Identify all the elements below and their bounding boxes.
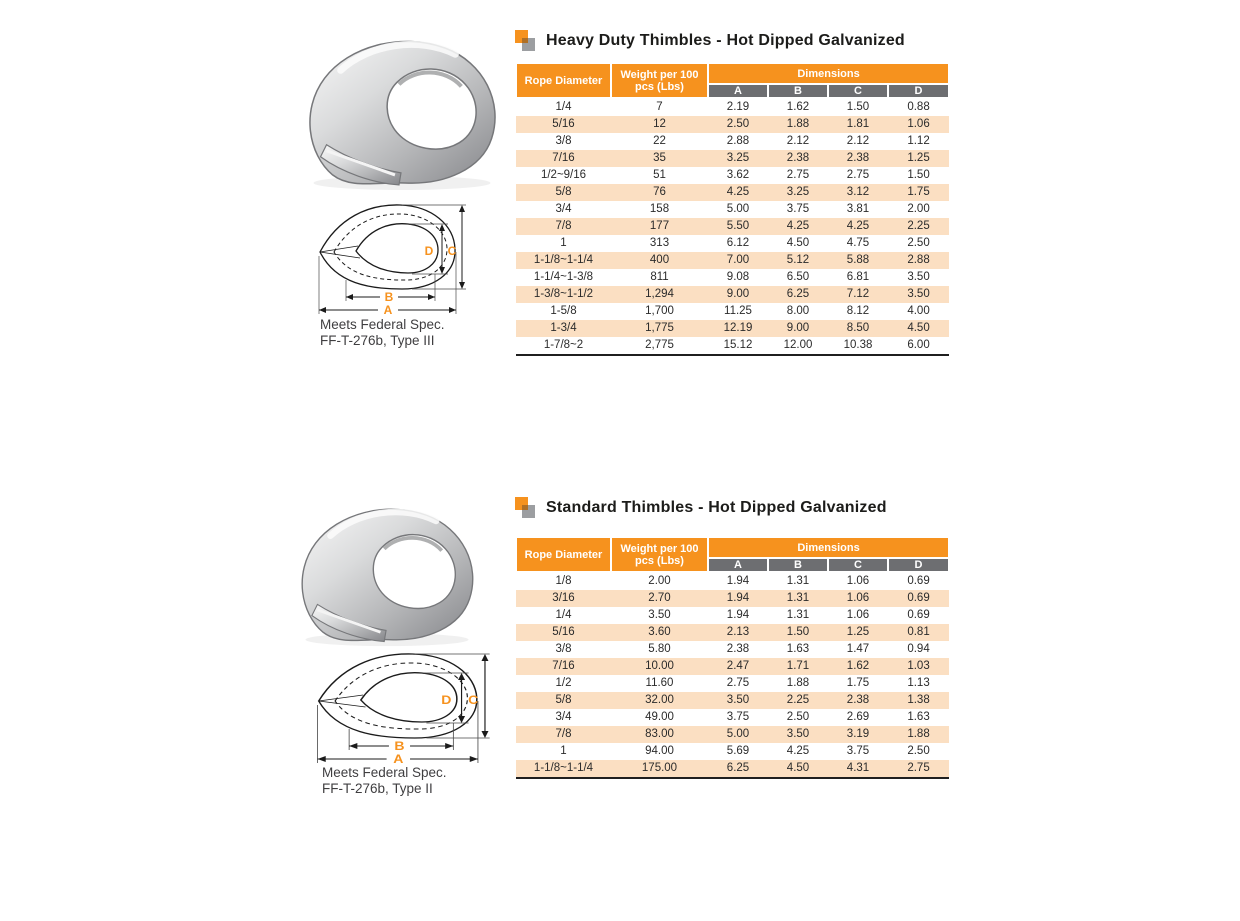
table-cell: 5.88 <box>846 254 870 266</box>
bullet-overlap-square <box>522 505 528 510</box>
table-cell: 3.12 <box>846 186 870 198</box>
col-header-dim-a: A <box>708 84 768 98</box>
spec-line-1: Meets Federal Spec. <box>320 317 445 332</box>
table-cell: 3.75 <box>786 203 810 215</box>
thimble-photo-graphic <box>296 26 508 192</box>
table-header <box>516 537 949 572</box>
table-cell: 4.75 <box>846 237 870 249</box>
arrowhead <box>481 731 488 738</box>
table-row <box>516 269 949 286</box>
table-cell: 4.25 <box>786 220 810 232</box>
federal-spec-note <box>322 765 447 797</box>
table-cell: 2.75 <box>846 169 870 181</box>
col-header-dim-b: B <box>768 558 828 572</box>
table-cell: 1.06 <box>846 592 870 604</box>
table-cell: 0.69 <box>907 575 930 587</box>
section-header <box>515 30 905 52</box>
table-row <box>516 760 949 778</box>
table-cell: 9.00 <box>726 288 750 300</box>
section-title: Heavy Duty Thimbles - Hot Dipped Galvanized <box>546 32 905 49</box>
table-cell: 1.62 <box>786 101 810 113</box>
table-cell: 5/16 <box>552 626 575 638</box>
table-cell: 6.25 <box>726 762 750 774</box>
table-cell: 1-5/8 <box>550 305 577 317</box>
spec-table-heavy-duty <box>515 62 950 356</box>
table-cell: 3.75 <box>846 745 870 757</box>
table-cell: 1.47 <box>846 643 870 655</box>
section-header <box>515 497 887 519</box>
table-cell: 1.03 <box>907 660 930 672</box>
table-cell: 2.38 <box>726 643 750 655</box>
arrowhead <box>428 294 435 300</box>
table-row <box>516 320 949 337</box>
table-cell: 4.25 <box>786 745 810 757</box>
table-row <box>516 641 949 658</box>
table-cell: 2.70 <box>648 592 671 604</box>
table-row <box>516 675 949 692</box>
table-cell: 1 <box>560 237 567 249</box>
dim-label-a: A <box>383 303 393 316</box>
table-cell: 5.50 <box>726 220 750 232</box>
table-cell: 7.12 <box>846 288 870 300</box>
table-cell: 2.88 <box>907 254 930 266</box>
table-cell: 2.75 <box>907 762 930 774</box>
table-cell: 3/4 <box>555 711 572 723</box>
arrowhead <box>439 224 445 231</box>
table-cell: 2,775 <box>645 339 674 351</box>
table-cell: 4.25 <box>726 186 750 198</box>
table-row <box>516 218 949 235</box>
table-cell: 2.19 <box>726 101 750 113</box>
table-cell: 1.63 <box>907 711 930 723</box>
spec-table-standard <box>515 536 950 779</box>
thimble-split-lines <box>319 695 366 707</box>
table-cell: 2.88 <box>726 135 750 147</box>
table-cell: 0.94 <box>907 643 930 655</box>
col-header-weight: Weight per 100 pcs (Lbs) <box>611 63 708 98</box>
table-cell: 1.50 <box>786 626 810 638</box>
table-cell: 177 <box>649 220 670 232</box>
table-cell: 5/16 <box>552 118 575 130</box>
table-cell: 9.00 <box>786 322 810 334</box>
table-cell: 3.60 <box>648 626 671 638</box>
table-cell: 22 <box>653 135 666 147</box>
table-cell: 2.25 <box>907 220 930 232</box>
table-cell: 3.81 <box>846 203 870 215</box>
table-cell: 2.25 <box>786 694 810 706</box>
table-cell: 1-1/4~1-3/8 <box>533 271 594 283</box>
arrowhead <box>318 756 326 762</box>
table-cell: 7 <box>656 101 663 113</box>
table-row <box>516 133 949 150</box>
table-cell: 3/16 <box>552 592 575 604</box>
table-row <box>516 167 949 184</box>
table-cell: 1-1/8~1-1/4 <box>533 762 594 774</box>
table-cell: 3/4 <box>555 203 572 215</box>
table-cell: 5/8 <box>555 694 572 706</box>
table-cell: 6.81 <box>846 271 870 283</box>
table-cell: 1.06 <box>846 575 870 587</box>
table-cell: 1.75 <box>907 186 930 198</box>
arrowhead <box>458 716 465 723</box>
table-cell: 175.00 <box>641 762 678 774</box>
col-header-dim-d: D <box>888 84 949 98</box>
section-title: Standard Thimbles - Hot Dipped Galvanized <box>546 499 887 516</box>
arrowhead <box>445 743 453 749</box>
table-row <box>516 658 949 675</box>
table-cell: 4.50 <box>786 237 810 249</box>
table-cell: 1,775 <box>645 322 674 334</box>
table-cell: 3.50 <box>726 694 750 706</box>
dim-label-a: A <box>393 751 404 765</box>
table-cell: 1.38 <box>907 694 930 706</box>
table-cell: 5.69 <box>726 745 750 757</box>
table-cell: 2.75 <box>726 677 750 689</box>
table-row <box>516 743 949 760</box>
table-cell: 4.25 <box>846 220 870 232</box>
table-cell: 3.25 <box>786 186 810 198</box>
table-row <box>516 624 949 641</box>
arrowhead <box>439 267 445 274</box>
table-cell: 4.50 <box>907 322 930 334</box>
arrowhead <box>459 205 465 212</box>
table-cell: 1.13 <box>907 677 930 689</box>
table-row <box>516 252 949 269</box>
table-cell: 0.69 <box>907 609 930 621</box>
table-cell: 1.31 <box>786 592 810 604</box>
arrowhead <box>459 282 465 289</box>
table-cell: 1.12 <box>907 135 930 147</box>
table-row <box>516 235 949 252</box>
table-cell: 2.00 <box>907 203 930 215</box>
arrowhead <box>449 307 456 313</box>
table-cell: 8.12 <box>846 305 870 317</box>
dimension-diagram-graphic <box>316 194 468 316</box>
table-cell: 313 <box>649 237 670 249</box>
dimension-diagram <box>314 643 492 765</box>
table-cell: 3.19 <box>846 728 870 740</box>
table-cell: 76 <box>653 186 666 198</box>
table-row <box>516 590 949 607</box>
table-cell: 2.50 <box>907 237 930 249</box>
table-cell: 1.71 <box>786 660 810 672</box>
dim-label-d: D <box>441 692 452 707</box>
table-cell: 1.25 <box>846 626 870 638</box>
table-cell: 7/16 <box>552 152 575 164</box>
table-cell: 12 <box>653 118 666 130</box>
table-cell: 5.00 <box>726 728 750 740</box>
table-cell: 6.00 <box>907 339 930 351</box>
table-cell: 3.50 <box>786 728 810 740</box>
col-header-dimensions: Dimensions <box>708 63 949 84</box>
table-cell: 94.00 <box>645 745 674 757</box>
table-cell: 1.94 <box>726 575 750 587</box>
bullet-overlap-square <box>522 38 528 43</box>
col-header-weight: Weight per 100 pcs (Lbs) <box>611 537 708 572</box>
table-cell: 1.62 <box>846 660 870 672</box>
arrowhead <box>346 294 353 300</box>
dimension-diagram-graphic <box>314 643 492 765</box>
table-cell: 10.00 <box>645 660 674 672</box>
arrowhead <box>319 307 326 313</box>
table-cell: 1-1/8~1-1/4 <box>533 254 594 266</box>
table-row <box>516 150 949 167</box>
section-bullet-icon <box>515 497 537 519</box>
table-cell: 1 <box>560 745 567 757</box>
table-cell: 2.00 <box>648 575 671 587</box>
dim-label-c: C <box>468 692 479 707</box>
table-cell: 7/16 <box>552 660 575 672</box>
table-cell: 1.50 <box>846 101 870 113</box>
table-cell: 1.88 <box>786 677 810 689</box>
table-cell: 2.13 <box>726 626 750 638</box>
arrowhead <box>481 654 488 661</box>
table-cell: 10.38 <box>843 339 873 351</box>
table-row <box>516 607 949 624</box>
table-cell: 2.38 <box>846 694 870 706</box>
table-cell: 1,294 <box>645 288 674 300</box>
table-cell: 4.50 <box>786 762 810 774</box>
table-cell: 11.60 <box>645 677 674 689</box>
table-row <box>516 98 949 116</box>
table-cell: 8.00 <box>786 305 810 317</box>
table-row <box>516 303 949 320</box>
table-cell: 1-7/8~2 <box>543 339 584 351</box>
spec-line-1: Meets Federal Spec. <box>322 765 447 780</box>
table-cell: 6.25 <box>786 288 810 300</box>
table-body <box>516 572 949 778</box>
table-cell: 1-3/4 <box>550 322 577 334</box>
table-cell: 1.06 <box>907 118 930 130</box>
col-header-rope-diameter: Rope Diameter <box>516 63 611 98</box>
table-cell: 811 <box>650 271 669 283</box>
table-row <box>516 116 949 133</box>
table-cell: 2.69 <box>846 711 870 723</box>
table-cell: 1.88 <box>907 728 930 740</box>
table-cell: 2.12 <box>786 135 810 147</box>
spec-line-2: FF-T-276b, Type II <box>322 781 433 796</box>
table-cell: 1.88 <box>786 118 810 130</box>
table-cell: 158 <box>649 203 670 215</box>
table-cell: 11.25 <box>724 305 752 317</box>
table-cell: 0.81 <box>907 626 930 638</box>
table-cell: 1.63 <box>786 643 810 655</box>
table-row <box>516 726 949 743</box>
col-header-dimensions: Dimensions <box>708 537 949 558</box>
arrowhead <box>349 743 357 749</box>
table-cell: 4.00 <box>907 305 930 317</box>
spec-line-2: FF-T-276b, Type III <box>320 333 435 348</box>
table-cell: 3.50 <box>907 288 930 300</box>
table-cell: 2.38 <box>846 152 870 164</box>
table-cell: 49.00 <box>645 711 674 723</box>
table-cell: 1/4 <box>555 609 572 621</box>
table-cell: 3.50 <box>648 609 671 621</box>
table-cell: 1.94 <box>726 592 750 604</box>
dim-label-d: D <box>424 244 434 258</box>
table-cell: 3.25 <box>726 152 750 164</box>
table-cell: 5/8 <box>555 186 572 198</box>
table-cell: 12.00 <box>783 339 813 351</box>
table-cell: 4.31 <box>846 762 870 774</box>
arrowhead <box>470 756 478 762</box>
table-cell: 15.12 <box>723 339 753 351</box>
table-cell: 1.06 <box>846 609 870 621</box>
table-cell: 5.00 <box>726 203 750 215</box>
col-header-dim-c: C <box>828 84 888 98</box>
table-cell: 8.50 <box>846 322 870 334</box>
table-cell: 5.12 <box>786 254 810 266</box>
section-bullet-icon <box>515 30 537 52</box>
table-cell: 1.75 <box>846 677 870 689</box>
table-cell: 0.88 <box>907 101 930 113</box>
arrowhead <box>458 673 465 680</box>
dim-label-b: B <box>394 738 405 753</box>
table-cell: 1,700 <box>645 305 674 317</box>
table-cell: 2.47 <box>726 660 750 672</box>
table-cell: 400 <box>649 254 670 266</box>
table-cell: 12.19 <box>723 322 753 334</box>
table-cell: 6.12 <box>726 237 750 249</box>
table-cell: 35 <box>653 152 666 164</box>
table-cell: 3.62 <box>726 169 750 181</box>
table-cell: 1.94 <box>726 609 750 621</box>
dim-label-c: C <box>447 244 457 258</box>
table-cell: 7/8 <box>555 220 572 232</box>
thimble-photo <box>296 26 508 192</box>
table-row <box>516 692 949 709</box>
dim-label-b: B <box>384 290 394 304</box>
table-cell: 1/4 <box>555 101 572 113</box>
col-header-dim-b: B <box>768 84 828 98</box>
table-cell: 3/8 <box>555 135 572 147</box>
table-cell: 1.50 <box>907 169 930 181</box>
table-row <box>516 709 949 726</box>
table-cell: 1.31 <box>786 609 810 621</box>
table-cell: 3.75 <box>726 711 750 723</box>
table-row <box>516 572 949 590</box>
table-cell: 7/8 <box>555 728 572 740</box>
table-cell: 3.50 <box>907 271 930 283</box>
table-cell: 1.81 <box>846 118 870 130</box>
table-cell: 51 <box>653 169 666 181</box>
table-cell: 5.80 <box>648 643 671 655</box>
col-header-dim-d: D <box>888 558 949 572</box>
federal-spec-note <box>320 317 445 349</box>
table-body <box>516 98 949 355</box>
col-header-dim-a: A <box>708 558 768 572</box>
table-cell: 2.50 <box>786 711 810 723</box>
table-row <box>516 286 949 303</box>
table-cell: 7.00 <box>726 254 750 266</box>
thimble-photo-graphic <box>288 495 486 648</box>
table-cell: 0.69 <box>907 592 930 604</box>
table-cell: 1/2~9/16 <box>540 169 587 181</box>
table-cell: 3/8 <box>555 643 572 655</box>
table-cell: 2.50 <box>907 745 930 757</box>
table-cell: 1.31 <box>786 575 810 587</box>
col-header-dim-c: C <box>828 558 888 572</box>
table-row <box>516 201 949 218</box>
table-cell: 1-3/8~1-1/2 <box>533 288 594 300</box>
table-cell: 1/2 <box>555 677 572 689</box>
dimension-diagram <box>316 194 468 316</box>
table-cell: 2.50 <box>726 118 750 130</box>
table-cell: 9.08 <box>726 271 750 283</box>
thimble-split-lines <box>320 246 360 258</box>
table-row <box>516 184 949 201</box>
table-cell: 1/8 <box>555 575 572 587</box>
table-cell: 1.25 <box>907 152 930 164</box>
table-cell: 6.50 <box>786 271 810 283</box>
table-header <box>516 63 949 98</box>
table-cell: 2.12 <box>846 135 870 147</box>
col-header-rope-diameter: Rope Diameter <box>516 537 611 572</box>
thimble-photo <box>288 495 486 648</box>
table-row <box>516 337 949 355</box>
table-cell: 2.75 <box>786 169 810 181</box>
table-cell: 2.38 <box>786 152 810 164</box>
table-cell: 32.00 <box>645 694 674 706</box>
table-cell: 83.00 <box>645 728 674 740</box>
